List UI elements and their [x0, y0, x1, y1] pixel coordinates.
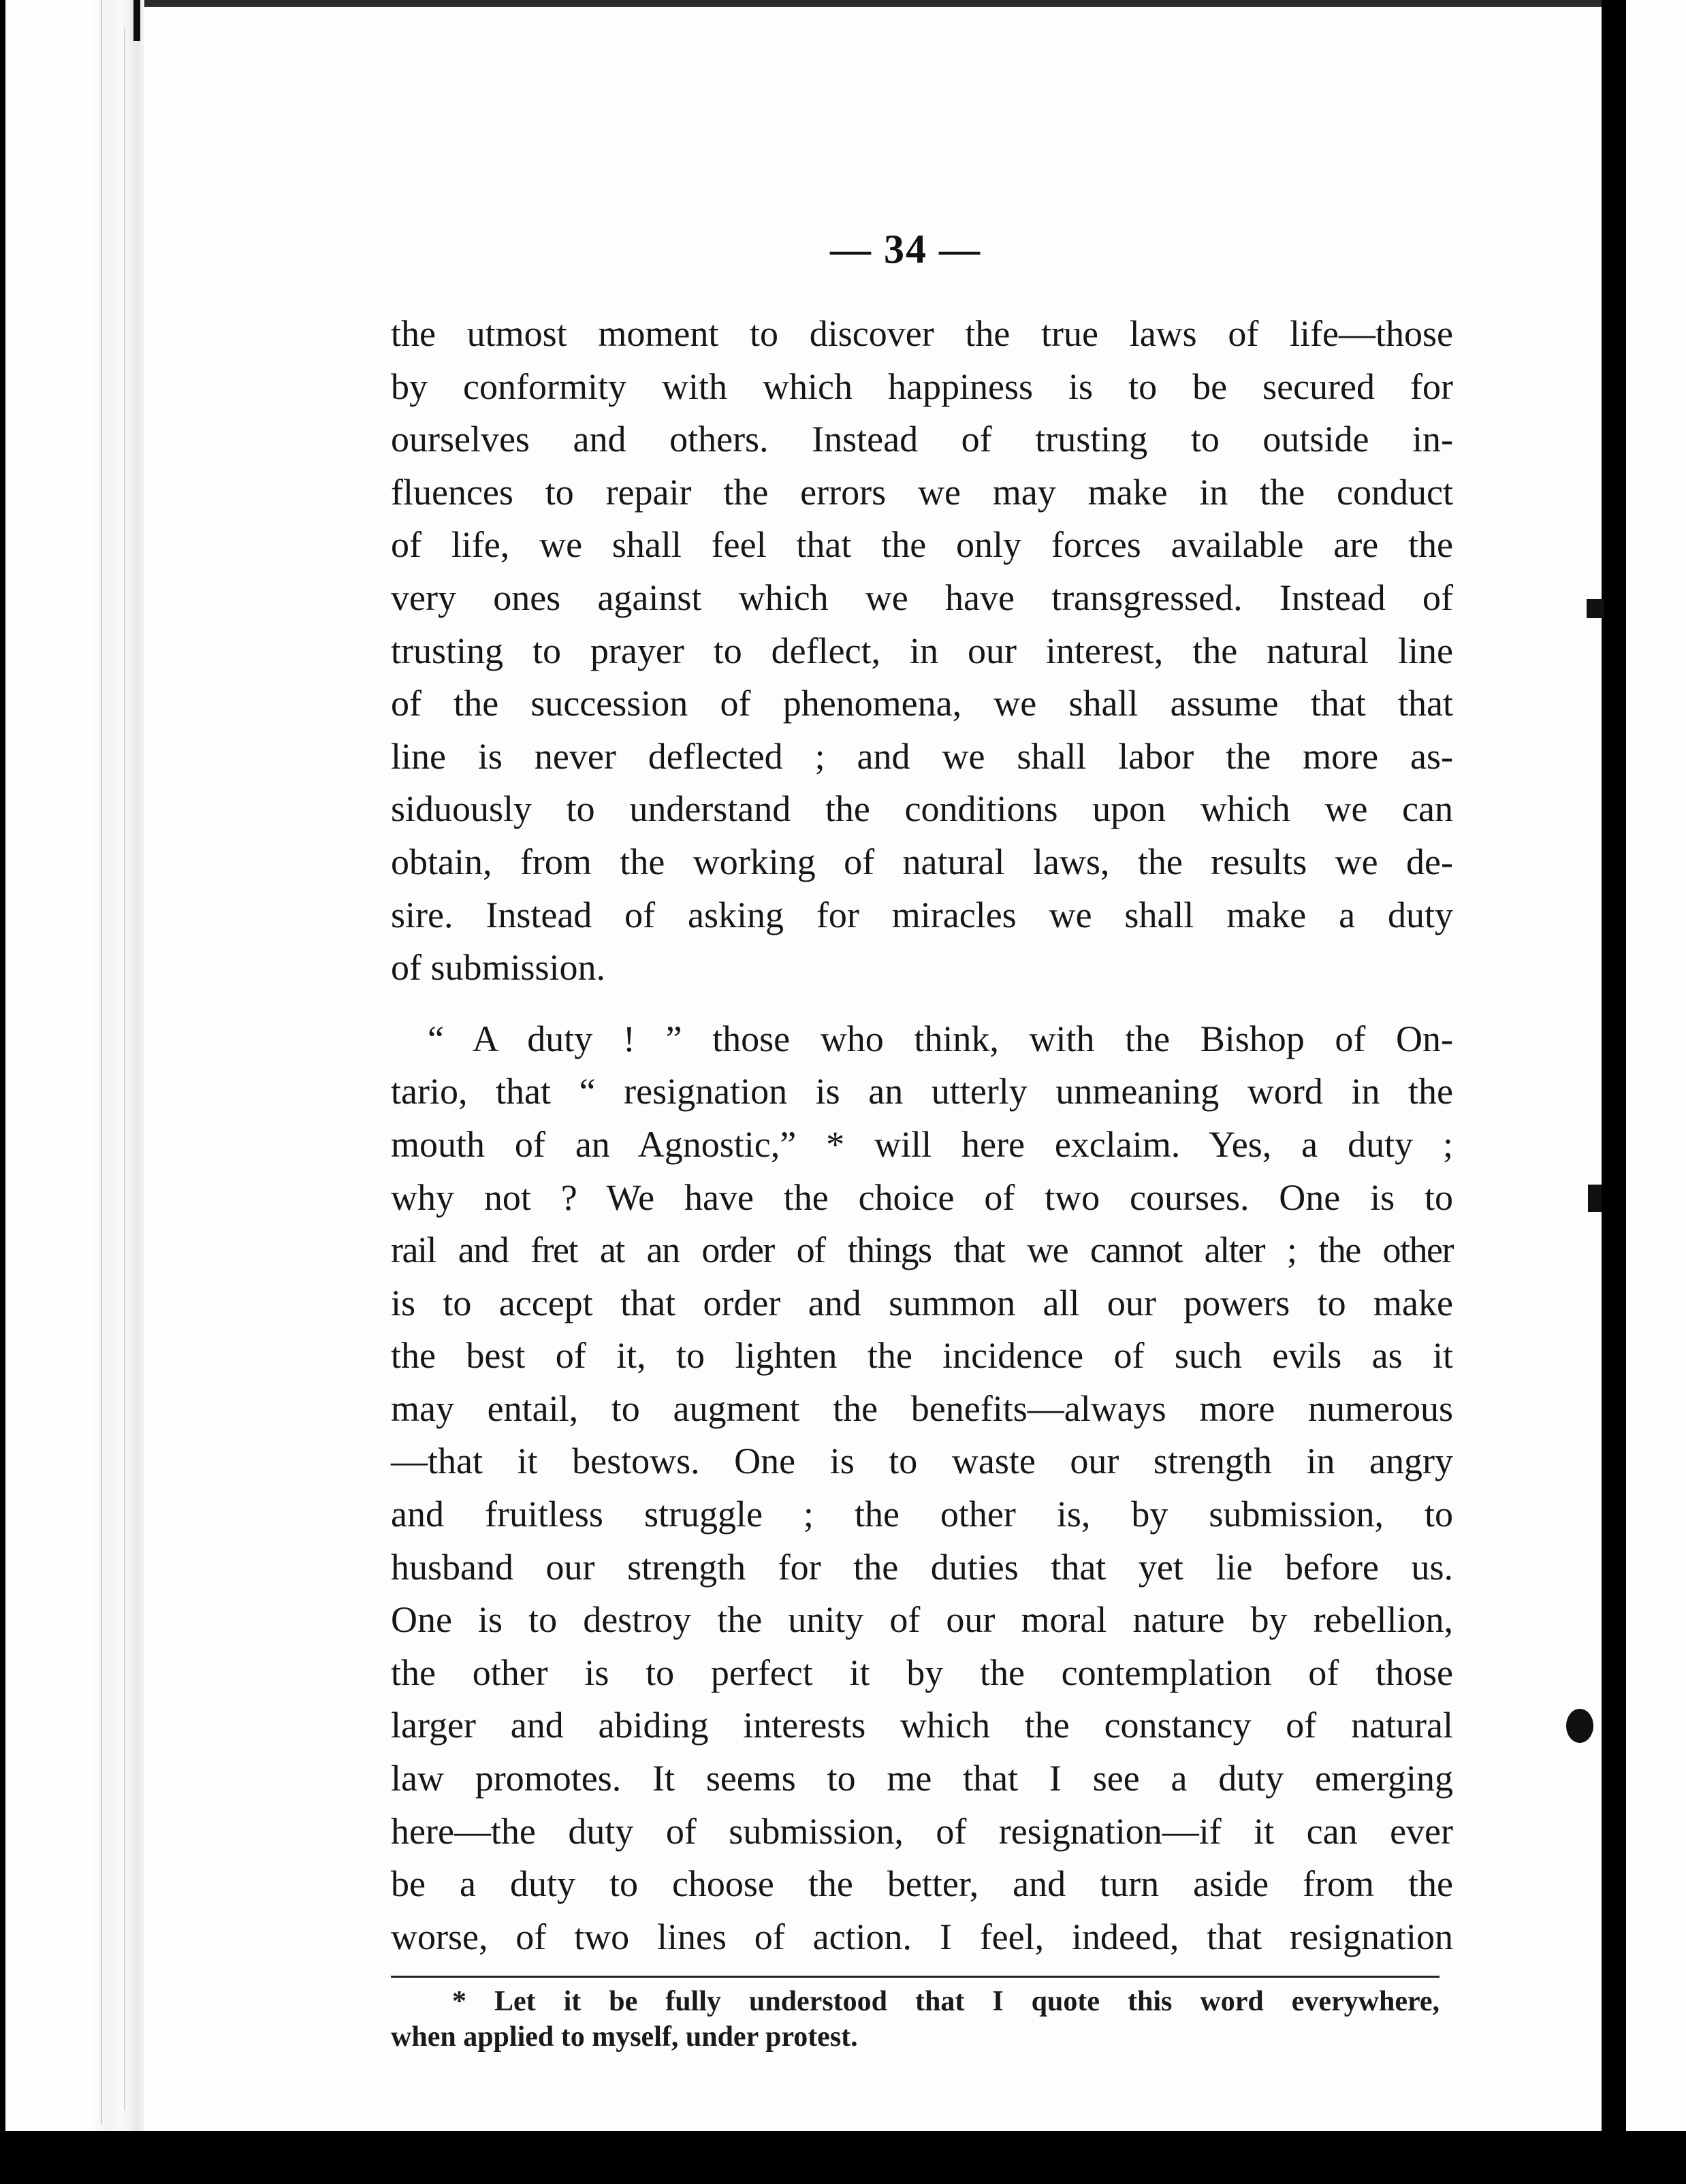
scan-mark [1566, 1709, 1593, 1743]
text-line: the utmost moment to discover the true laws of life—those [391, 313, 1453, 354]
text-line: One is to destroy the unity of our moral nature by rebellion, [391, 1599, 1453, 1641]
top-shadow [144, 0, 1602, 7]
right-margin-strip [1617, 0, 1686, 2184]
text-line: of life, we shall feel that the only forces available are the [391, 524, 1453, 566]
text-line: here—the duty of submission, of resignation—if it can ever [391, 1810, 1453, 1852]
text-line: ourselves and others. Instead of trusting to outside in- [391, 419, 1453, 460]
text-line: is to accept that order and summon all our powers to make [391, 1282, 1453, 1323]
scan-mark [1587, 599, 1604, 618]
text-line: trusting to prayer to deflect, in our interest, the natural line [391, 630, 1453, 671]
text-line: worse, of two lines of action. I feel, indeed, that resignation [391, 1916, 1453, 1957]
text-line: law promotes. It seems to me that I see a duty emerging [391, 1758, 1453, 1799]
text-line: tario, that “ resignation is an utterly unmeaning word in the [391, 1071, 1453, 1112]
text-line: larger and abiding interests which the constancy of natural [391, 1705, 1453, 1746]
footnote-line: * Let it be fully understood that I quote this word everywhere, [452, 1986, 1440, 2017]
text-line: rail and fret at an order of things that we cannot alter ; the other [391, 1230, 1453, 1271]
left-top-bar [133, 0, 140, 41]
text-line: of the succession of phenomena, we shall assume that that [391, 683, 1453, 724]
text-line: mouth of an Agnostic,” * will here exclaim. Yes, a duty ; [391, 1123, 1453, 1165]
paragraph [391, 1013, 1453, 1964]
page-edges [89, 0, 150, 2145]
page-number: — 34 — [830, 227, 981, 272]
text-line: husband our strength for the duties that yet lie before us. [391, 1546, 1453, 1588]
text-line: why not ? We have the choice of two courses. One is to [391, 1176, 1453, 1218]
text-line: siduously to understand the conditions upon which we can [391, 788, 1453, 830]
text-line: sire. Instead of asking for miracles we shall make a duty [391, 894, 1453, 935]
text-line: very ones against which we have transgressed. Instead of [391, 577, 1453, 618]
text-line: obtain, from the working of natural laws, the results we de- [391, 841, 1453, 882]
body-text [391, 308, 1453, 1963]
footnote-rule [391, 1976, 1440, 1978]
scan-mark [1588, 1185, 1602, 1212]
text-line: of submission. [391, 947, 606, 989]
text-line: the best of it, to lighten the incidence of such evils as it [391, 1335, 1453, 1377]
bottom-shadow [0, 2131, 1686, 2184]
text-line: by conformity with which happiness is to be secured for [391, 366, 1453, 407]
footnote-line: when applied to myself, under protest. [391, 2021, 858, 2053]
text-line: “ A duty ! ” those who think, with the Bishop of On- [428, 1018, 1453, 1059]
text-line: be a duty to choose the better, and turn aside from the [391, 1863, 1453, 1905]
text-line: line is never deflected ; and we shall labor the more as- [391, 735, 1453, 777]
text-line: fluences to repair the errors we may make in the conduct [391, 471, 1453, 513]
left-margin-strip [0, 0, 89, 2184]
paragraph [391, 308, 1453, 995]
footnote [391, 1984, 1440, 2055]
paragraph-gap [391, 995, 1453, 1013]
text-line: —that it bestows. One is to waste our strength in angry [391, 1441, 1453, 1482]
text-line: the other is to perfect it by the contemplation of those [391, 1652, 1453, 1693]
text-line: and fruitless struggle ; the other is, by submission, to [391, 1494, 1453, 1535]
text-line: may entail, to augment the benefits—always more numerous [391, 1387, 1453, 1429]
